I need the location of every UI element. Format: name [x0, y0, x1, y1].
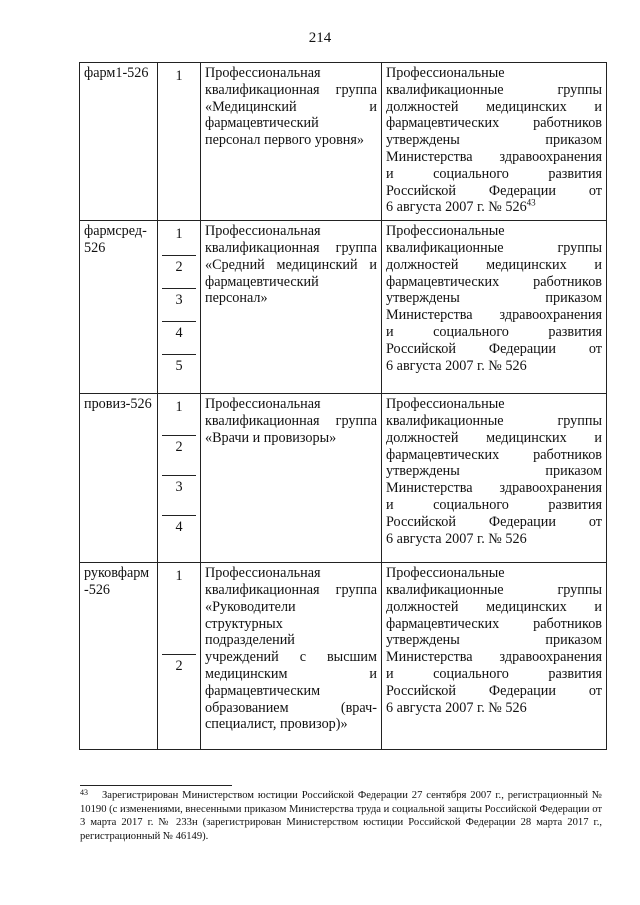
regulation-line	[386, 199, 602, 216]
row-code	[80, 563, 158, 750]
regulation-line-text: 6 августа 2007 г. № 526	[386, 199, 527, 216]
row-code-line: провиз-526	[84, 396, 152, 413]
table-row	[80, 394, 607, 563]
regulation-line: фармацевтических работников	[386, 273, 602, 290]
regulation-line: Российской Федерации от	[386, 340, 602, 357]
regulation-line: должностей медицинских и	[386, 256, 602, 273]
regulation-line: утверждены приказом	[386, 290, 602, 307]
regulation-line: Профессиональные	[386, 396, 505, 413]
regulation-line: Российской Федерации от	[386, 513, 602, 530]
qualification-group-line: фармацевтический	[205, 115, 319, 132]
qualification-group-line: Профессиональная	[205, 223, 321, 240]
qualification-level: 3	[162, 476, 196, 516]
footnote-separator	[80, 785, 232, 786]
qualification-group-line: квалификационная группа	[205, 581, 377, 598]
qualification-group-line: квалификационная группа	[205, 239, 377, 256]
qualification-level: 4	[162, 322, 196, 355]
regulation-reference	[382, 221, 607, 394]
qualification-group-line: квалификационная группа	[205, 81, 377, 98]
footnote-mark: 43	[80, 788, 88, 797]
qualification-level: 4	[175, 519, 183, 536]
qualification-group-line: Профессиональная	[205, 65, 321, 81]
qualification-group-line: Профессиональная	[205, 565, 321, 582]
qualification-group	[201, 63, 382, 221]
regulation-line: 6 августа 2007 г. № 526	[386, 699, 527, 716]
row-code-line: фарм1-526	[84, 65, 149, 81]
row-code-line: фармсред-	[84, 223, 147, 240]
qualification-groups-table	[79, 62, 607, 750]
row-code	[80, 221, 158, 394]
regulation-line: 6 августа 2007 г. № 526	[386, 357, 527, 374]
regulation-reference	[382, 563, 607, 750]
regulation-line: фармацевтических работников	[386, 446, 602, 463]
regulation-line: квалификационные группы	[386, 412, 602, 429]
regulation-line: Министерства здравоохранения	[386, 148, 602, 165]
qualification-group-line: персонал первого уровня»	[205, 132, 364, 149]
table-row	[80, 563, 607, 750]
regulation-line: и социального развития	[386, 165, 602, 182]
regulation-line: Министерства здравоохранения	[386, 307, 602, 324]
regulation-line: и социального развития	[386, 496, 602, 513]
qualification-group-line: образованием (врач-	[205, 699, 377, 716]
footnote-ref: 43	[526, 197, 536, 208]
regulation-line: квалификационные группы	[386, 239, 602, 256]
regulation-line: Министерства здравоохранения	[386, 649, 602, 666]
qualification-group-line: медицинским и	[205, 665, 377, 682]
row-code-line: -526	[84, 581, 111, 598]
row-code-line: 526	[84, 239, 106, 256]
qualification-level: 1	[162, 565, 196, 655]
regulation-line: и социального развития	[386, 665, 602, 682]
qualification-group-line: учреждений с высшим	[205, 649, 377, 666]
regulation-line: утверждены приказом	[386, 632, 602, 649]
qualification-group-line: фармацевтическим	[205, 682, 321, 699]
qualification-group-line: «Руководители	[205, 598, 296, 615]
regulation-line: Российской Федерации от	[386, 182, 602, 199]
qualification-level: 1	[175, 68, 183, 84]
qualification-group-line: специалист, провизор)»	[205, 716, 348, 733]
qualification-group-line: Профессиональная	[205, 396, 321, 413]
regulation-line: должностей медицинских и	[386, 98, 602, 115]
qualification-group	[201, 563, 382, 750]
row-levels	[158, 63, 201, 221]
qualification-group-line: фармацевтический	[205, 273, 319, 290]
qualification-group-line: «Медицинский и	[205, 98, 377, 115]
row-levels	[158, 394, 201, 563]
page-number: 214	[308, 30, 332, 46]
regulation-reference	[382, 63, 607, 221]
table-row	[80, 221, 607, 394]
regulation-line: фармацевтических работников	[386, 115, 602, 132]
qualification-level: 5	[175, 358, 183, 375]
qualification-group-line: «Врачи и провизоры»	[205, 429, 337, 446]
qualification-group-line: персонал»	[205, 290, 268, 307]
qualification-group-line: квалификационная группа	[205, 412, 377, 429]
table-row	[80, 63, 607, 221]
qualification-level: 1	[162, 223, 196, 256]
regulation-line: фармацевтических работников	[386, 615, 602, 632]
regulation-line: утверждены приказом	[386, 132, 602, 149]
row-levels	[158, 563, 201, 750]
footnote	[80, 789, 602, 843]
regulation-line: 6 августа 2007 г. № 526	[386, 530, 527, 547]
regulation-line: Российской Федерации от	[386, 682, 602, 699]
qualification-group-line: структурных	[205, 615, 283, 632]
qualification-level: 1	[162, 396, 196, 436]
qualification-group	[201, 221, 382, 394]
footnote-text: Зарегистрирован Министерством юстиции Российской Федерации 27 сентября 2007 г., регистрационный № 10190 (с изменениями, внесенными приказом Министерства труда и социальной защиты Российской Федерации от 3 марта 2017 г. № 233н (зарегистрирован Министерством юстиции Российской Федерации 28 марта 2017 г., регистрационный № 46149).	[80, 790, 602, 842]
regulation-line: Профессиональные	[386, 65, 505, 81]
qualification-group-line: подразделений	[205, 632, 295, 649]
regulation-line: Профессиональные	[386, 565, 505, 582]
regulation-line: и социального развития	[386, 323, 602, 340]
regulation-line: должностей медицинских и	[386, 429, 602, 446]
regulation-line: Министерства здравоохранения	[386, 480, 602, 497]
regulation-line: должностей медицинских и	[386, 598, 602, 615]
qualification-level: 2	[162, 436, 196, 476]
regulation-line: квалификационные группы	[386, 81, 602, 98]
regulation-line: утверждены приказом	[386, 463, 602, 480]
qualification-group-line: «Средний медицинский и	[205, 256, 377, 273]
qualification-level: 2	[162, 256, 196, 289]
row-code	[80, 63, 158, 221]
qualification-level: 2	[175, 658, 183, 675]
regulation-line: Профессиональные	[386, 223, 505, 240]
qualification-group	[201, 394, 382, 563]
qualification-level: 3	[162, 289, 196, 322]
row-code	[80, 394, 158, 563]
regulation-line: квалификационные группы	[386, 581, 602, 598]
row-code-line: руковфарм	[84, 565, 150, 582]
regulation-reference	[382, 394, 607, 563]
row-levels	[158, 221, 201, 394]
